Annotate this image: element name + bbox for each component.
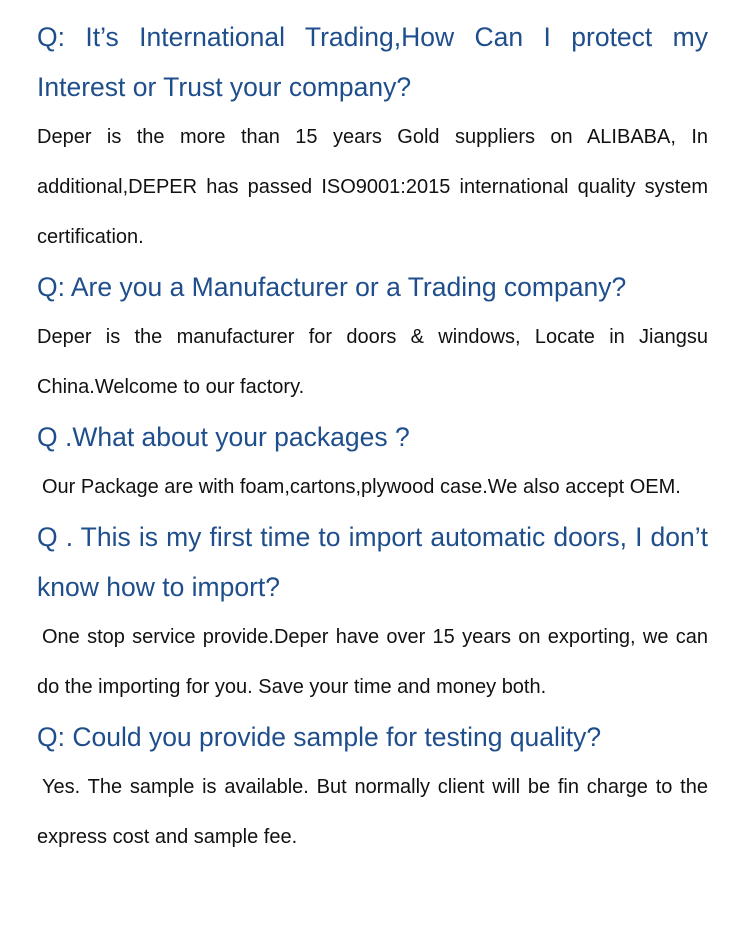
faq-item-packages bbox=[37, 412, 708, 512]
faq-item-international-trading bbox=[37, 12, 708, 262]
faq-question: Q .What about your packages ? bbox=[37, 422, 410, 452]
faq-item-sample bbox=[37, 712, 708, 862]
faq-answer: Our Package are with foam,cartons,plywood case.We also accept OEM. bbox=[42, 476, 681, 498]
faq-question: Q: Could you provide sample for testing quality? bbox=[37, 722, 602, 752]
faq-question: Q: Are you a Manufacturer or a Trading company? bbox=[37, 272, 627, 302]
faq-answer: Deper is the more than 15 years Gold suppliers on ALIBABA, In additional,DEPER has passed ISO9001:2015 international quality system certification. bbox=[37, 126, 708, 248]
faq-item-manufacturer bbox=[37, 262, 708, 412]
faq-question: Q: It’s International Trading,How Can I protect my Interest or Trust your company? bbox=[37, 22, 708, 102]
faq-answer: Deper is the manufacturer for doors & windows, Locate in Jiangsu China.Welcome to our factory. bbox=[37, 326, 708, 398]
faq-answer: One stop service provide.Deper have over 15 years on exporting, we can do the importing for you. Save your time and money both. bbox=[37, 626, 708, 698]
faq-question: Q . This is my first time to import automatic doors, I don’t know how to import? bbox=[37, 522, 708, 602]
faq-list bbox=[37, 12, 708, 862]
faq-answer: Yes. The sample is available. But normally client will be fin charge to the express cost and sample fee. bbox=[37, 776, 708, 848]
faq-item-first-import bbox=[37, 512, 708, 712]
